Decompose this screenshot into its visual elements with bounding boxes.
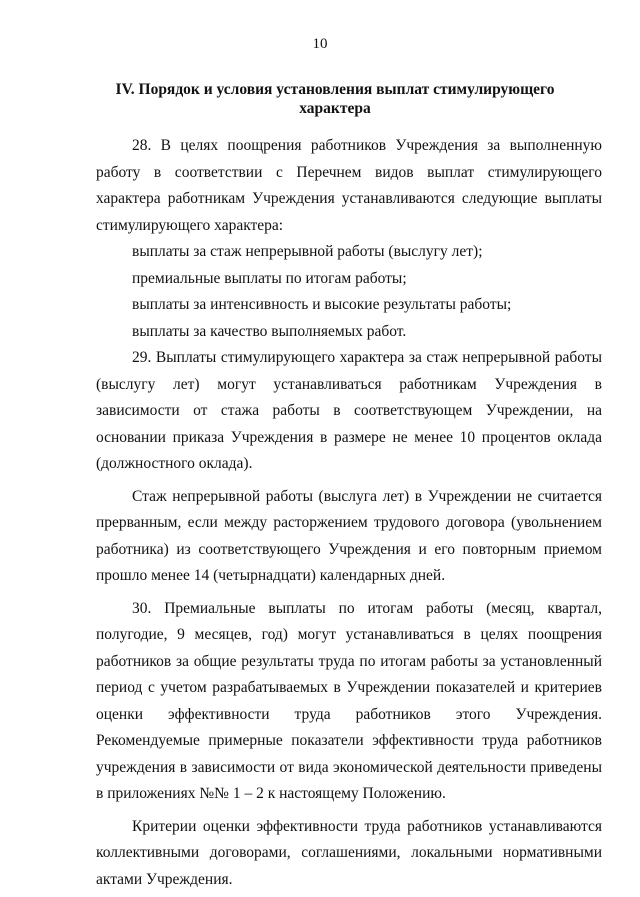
section-heading [100,80,570,118]
paragraph-29: 29. Выплаты стимулирующего характера за стаж непрерывной работы (выслугу лет) могут устанавливаться работникам Учреждения в зависимости от стажа работы в соответствующем Учреждении, на основании приказа Учреждения в размере не менее 10 процентов оклада (должностного оклада). [96,349,602,472]
list-item: выплаты за стаж непрерывной работы (выслугу лет); [132,243,483,260]
section-heading-line2: характера [299,100,371,117]
list-item: премиальные выплаты по итогам работы; [132,269,407,287]
section-heading-line1: IV. Порядок и условия установления выплат стимулирующего [115,81,555,98]
paragraph-30: 30. Премиальные выплаты по итогам работы (месяц, квартал, полугодие, 9 месяцев, год) могут устанавливаться в целях поощрения работников за общие результаты труда по итогам работы за установленный период с учетом разрабатываемых в Учреждении показателей и критериев оценки эффективности труда работников этого Учреждения. Рекомендуемые примерные показатели эффективности труда работников учреждения в зависимости от вида экономической деятельности приведены в приложениях №№ 1 – 2 к настоящему Положению. [96,599,602,802]
document-body [96,133,602,893]
paragraph-28: 28. В целях поощрения работников Учреждения за выполненную работу в соответствии с Перечнем видов выплат стимулирующего характера работникам Учреждения устанавливаются следующие выплаты стимулирующего характера: [96,137,602,234]
list-item: выплаты за интенсивность и высокие результаты работы; [132,296,512,313]
paragraph-30-continued: Критерии оценки эффективности труда работников устанавливаются коллективными договорами, соглашениями, локальными нормативными актами Учреждения. [96,817,602,888]
paragraph-29-continued: Стаж непрерывной работы (выслуга лет) в Учреждении не считается прерванным, если между расторжением трудового договора (увольнением работника) из соответствующего Учреждения и его повторным приемом прошло менее 14 (четырнадцати) календарных дней. [96,487,602,584]
page-number: 10 [312,36,328,52]
list-item: выплаты за качество выполняемых работ. [132,322,407,340]
